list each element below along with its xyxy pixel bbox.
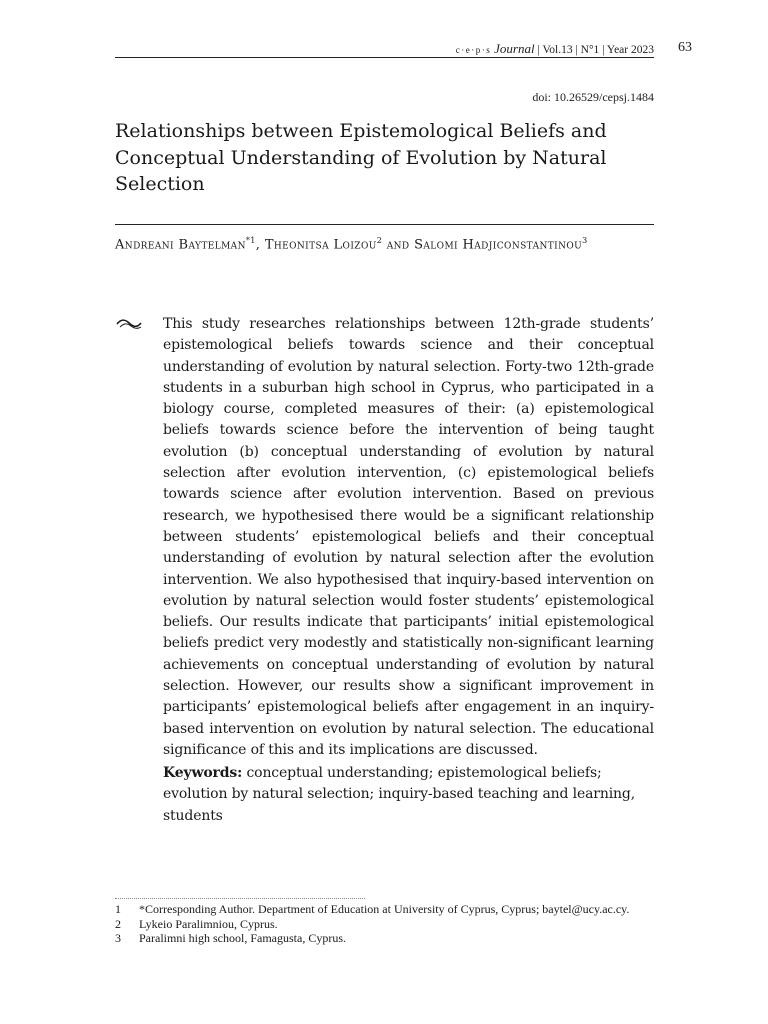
footnotes <box>115 902 654 946</box>
author-separator: , <box>255 237 265 253</box>
footnote-item <box>115 917 654 932</box>
doi-link[interactable]: doi: 10.26529/cepsj.1484 <box>532 90 654 104</box>
footnote-item <box>115 902 654 917</box>
footnote-number: 3 <box>115 931 121 945</box>
footnote-number: 1 <box>115 902 121 916</box>
author-name: Salomi Hadjiconstantinou <box>414 237 583 253</box>
author-list <box>115 230 595 255</box>
journal-issue: | Vol.13 | N°1 | Year 2023 <box>537 44 654 56</box>
footnote-text: Paralimni high school, Famagusta, Cyprus. <box>139 931 346 945</box>
keywords-text: conceptual understanding; epistemological beliefs; evolution by natural selection; inquiry-based teaching and learning, students <box>163 765 635 824</box>
keywords-label: Keywords: <box>163 765 243 781</box>
page-number: 63 <box>678 40 692 55</box>
author-affiliation-mark: *1 <box>245 236 256 245</box>
abstract-text: This study researches relationships between 12th-grade students’ epistemological beliefs towards science and their conceptual understanding of evolution by natural selection. Forty-two 12th-grade students in a suburban high school in Cyprus, who participated in a biology course, completed measures of their: (a) epistemological beliefs towards science before the intervention of being taught evolution (b) conceptual understanding of evolution by natural selection after evolution intervention, (c) epistemological beliefs towards science after evolution intervention. Based on previous research, we hypothesised there would be a significant relationship between students’ epistemological beliefs and their conceptual understanding of evolution by natural selection after the evolution intervention. We also hypothesised that inquiry-based intervention on evolution by natural selection would foster students’ epistemological beliefs. Our results indicate that participants’ initial epistemological beliefs predict very modestly and statistically non-significant learning achievements on conceptual understanding of evolution by natural selection. However, our results show a significant improvement in participants’ epistemological beliefs after engagement in an inquiry-based intervention on evolution by natural selection. The educational significance of this and its implications are discussed. <box>163 316 654 758</box>
journal-name: Journal <box>494 41 535 56</box>
article-title: Relationships between Epistemological Beliefs and Conceptual Understanding of Evolution by Natural Selection <box>115 120 607 195</box>
author-name: Andreani Baytelman <box>115 237 246 253</box>
title-divider <box>115 224 654 225</box>
author-name: Theonitsa Loizou <box>264 237 377 253</box>
footnote-text: Lykeio Paralimniou, Cyprus. <box>139 916 278 931</box>
footnote-divider <box>115 898 365 899</box>
abstract-tilde-icon <box>116 318 142 330</box>
journal-prefix: c·e·p·s <box>455 45 492 55</box>
journal-citation <box>456 41 654 57</box>
author-affiliation-mark: 3 <box>582 236 588 245</box>
footnote-text: *Corresponding Author. Department of Education at University of Cyprus, Cyprus; baytel@ucy.ac.cy. <box>139 902 630 916</box>
footnote-item <box>115 931 654 946</box>
author-separator: and <box>382 237 415 253</box>
author-affiliation-mark: 2 <box>376 236 383 245</box>
keywords <box>163 763 654 827</box>
running-header <box>115 40 654 58</box>
footnote-number: 2 <box>115 916 121 931</box>
